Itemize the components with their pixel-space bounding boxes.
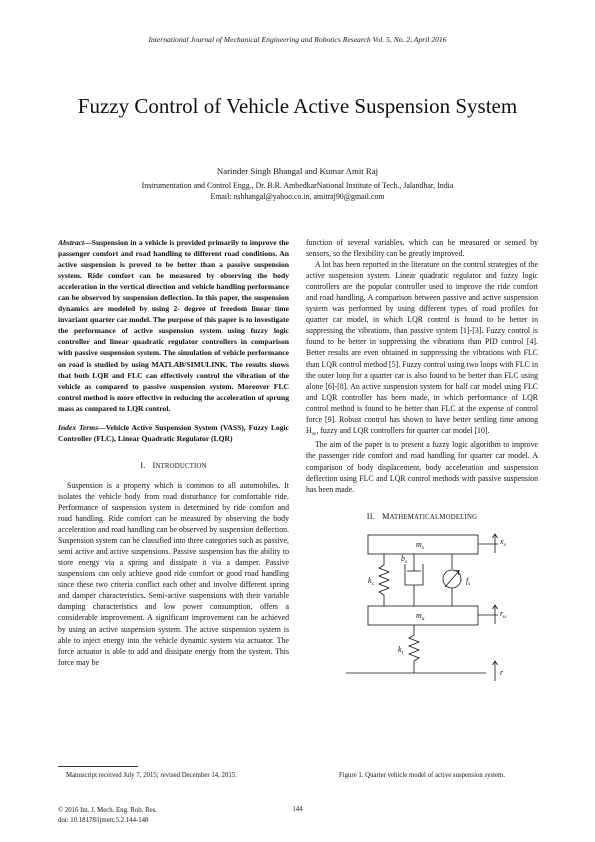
intro-paragraph-2b: , fuzzy and LQR controllers for quarter car model [10]. [316,425,490,435]
affiliation: Instrumentation and Control Engg., Dr. B.R. AmbedkarNational Institute of Tech., Jalandhar, India [141,181,454,190]
section-title-first: I [152,460,156,470]
quarter-car-figure [306,531,538,721]
footnote-rule [58,766,138,767]
index-terms-text: —Vehicle Active Suspension System (VASS), Fuzzy Logic Controller (FLC), Linear Quadratic Regulator (LQR) [58,422,290,443]
page-number: 144 [292,806,303,813]
ks-label: $k_s$ [368,575,374,587]
bs-label: $b_s$ [401,553,408,565]
tire-spring [409,635,419,661]
xu-label: $r_u$ [500,608,506,620]
xs-label: $x_s$ [500,536,506,548]
r-label: r [500,667,504,677]
h-infinity-subscript: ∞ [311,430,317,438]
section-heading-modeling [306,511,538,523]
abstract [58,237,289,414]
section-title-first: M [381,511,390,521]
unsprung-mass-label: $m_u$ [416,610,425,622]
figure-caption: Figure 1. Quarter vehicle model of active suspension system. [338,772,506,779]
quarter-car-diagram [306,531,538,721]
actuator-arrow [445,571,459,587]
authors: Narinder Singh Bhangal and Kumar Amit Raj [216,166,379,176]
section-title-rest: NTRODUCTION [155,462,207,470]
intro-paragraph-2 [306,259,538,439]
journal-header: International Journal of Mechanical Engineering and Robotics Research Vol. 5, No. 2, April 2016 [148,35,447,44]
sprung-mass-label: $m_s$ [416,539,424,551]
abstract-lead: Abstract [58,238,85,247]
intro-paragraph-1-continued: function of several variables, which can be measured or sensed by sensors, so the flexibility can be greatly improved. [306,238,538,259]
affiliation-block [0,180,595,202]
right-column [306,237,538,721]
section-title-rest: ATHEMATICALMODELING [389,513,478,521]
section-heading-introduction [58,460,289,472]
index-terms-lead: Index Terms [58,422,99,432]
abstract-text: —Suspension in a vehicle is provided primarily to improve the passenger comfort and road handling to different road conditions. An active suspension is proved to be better than a passive suspension system. Ride comfort can be measured by observing the body acceleration in the vertical direction and vehicle handling performance can be observed by suspension deflection. In this paper, the suspension dynamics are modeled by using 2- degree of freedom linear time invariant quarter car model. The purpose of this paper is to investigate the performance of active suspension system using fuzzy logic controller and linear quadratic regulator controllers in comparison with passive suspension system. The simulation of vehicle performance on road is studied by using MATLAB/SIMULINK. The results shows that both LQR and FLC can effectively control the vibration of the vehicle as compared to passive suspension system. Moreover FLC control method is more effective in reducing the acceleration of sprung mass as compared to LQR control. [58,238,289,413]
paper-title: Fuzzy Control of Vehicle Active Suspension System [77,94,518,118]
intro-paragraph-1: Suspension is a property which is common to all automobiles. It isolates the vehicle body from road disturbance for comfortable ride. Performance of suspension system is determined by ride comfort and road handling. Ride comfort can be measured by observing the body acceleration and road handling can be observed by suspension deflection. Suspension system can be classified into three categories such as passive, semi active and active suspensions. Passive suspension has the ability to store energy via a spring and dissipate it via a damper. Passive suspensions can only achieve good ride comfort or good road handling since these two criteria conflict each other and involve different spring and damper characteristics. Semi-active suspensions with their variable damping characteristics and low power consumption, offers a considerable improvement. A significant improvement can be achieved by using an active suspension system. The active suspension system is able to inject energy into the vehicle dynamic system via actuator. The force actuator is able to add and dissipate energy from the system. This force may be [58,480,289,667]
doi: doi: 10.18178/ijmerr.5.2.144-148 [58,816,149,824]
index-terms [58,422,289,444]
section-number: I. [140,460,146,470]
intro-paragraph-2a: A lot has been reported in the literature on the control strategies of the active suspension system. Linear quadratic regulator and fuzzy logic controllers are the popular controller used to improve the ride comfort and road handling. A comparison between passive and active suspension system was performed by using different types of road profiles for quarter car model, in which LQR control is found to be better in suppressing the vibrations, than passive system [1]-[3]. Fuzzy control is found to be better in suppressing the vibrations than PID control [4]. Better results are even obtained in suppressing the vibrations with FLC than LQR control method [5]. Fuzzy control using two loops with FLC in the outer loop for a quarter car is also found to be better than FLC using alone [6]-[8]. An active suspension system for half car model using FLC and LQR controller has been made, in which performance of LQR control method is found to be better than FLC at the expense of control force [9]. Robust control has shown to have better settling time among H [306,260,538,435]
footnote: Manuscript received July 7, 2015; revised December 14, 2015. [66,772,237,779]
kt-label: $k_t$ [398,644,404,656]
copyright: © 2016 Int. J. Mech. Eng. Rob. Res. [58,807,157,814]
left-column [58,237,289,668]
email: Email: nsbhangal@yahoo.co.in, amitraj90@gmail.com [210,192,385,201]
intro-paragraph-3: The aim of the paper is to present a fuzzy logic algorithm to improve the passenger ride comfort and road handling for quarter car model. A comparison of body displacement, body acceleration and suspension deflection using FLC and LQR control methods with passive suspension has been made. [306,440,538,494]
suspension-spring [379,565,389,595]
fs-label: $f_s$ [466,575,471,587]
section-number: II. [366,511,376,521]
